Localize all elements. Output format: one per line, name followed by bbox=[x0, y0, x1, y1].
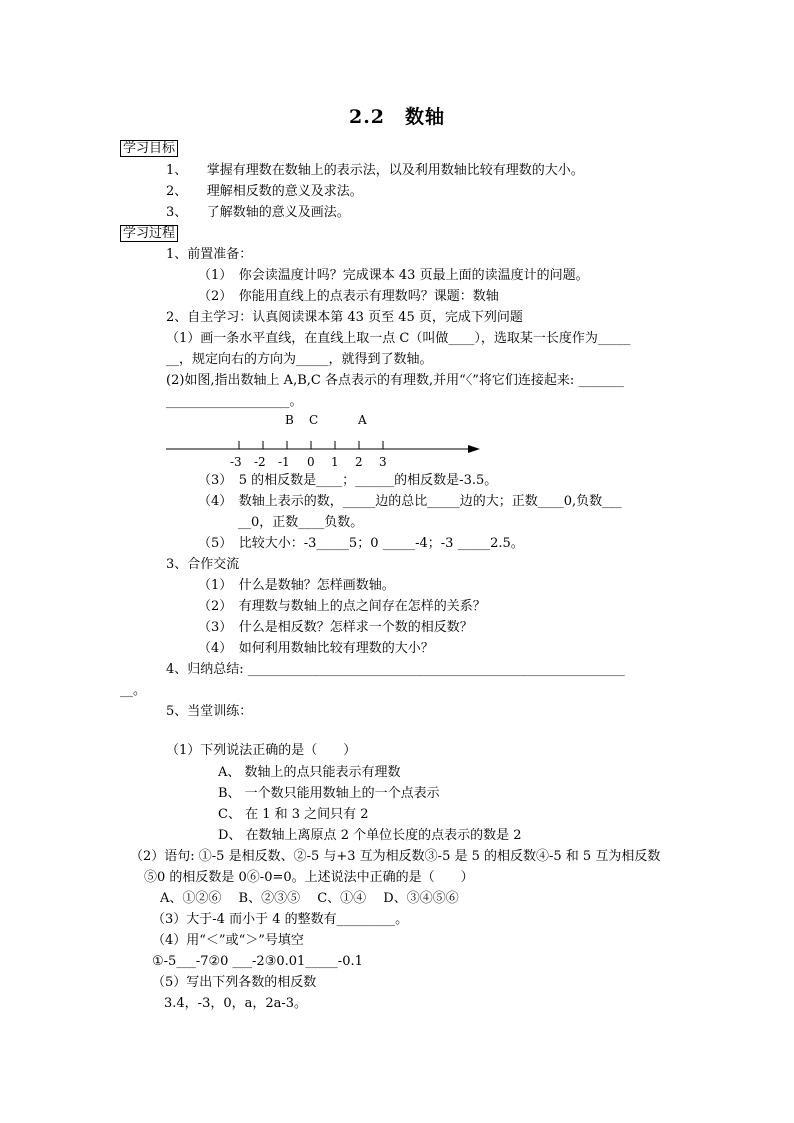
practice-q1-stem: （1）下列说法正确的是（ ） bbox=[166, 743, 357, 758]
self-study-q2-line2: ___________________。 bbox=[166, 394, 303, 409]
cooperate-item-1: （1） 什么是数轴？怎样画数轴。 bbox=[198, 578, 395, 593]
practice-q5-items: 3.4，-3，0，a，2a-3。 bbox=[164, 996, 308, 1011]
tick-label: 1 bbox=[331, 455, 339, 469]
practice-q2-line1: （2）语句: ①-5 是相反数、②-5 与+3 互为相反数③-5 是 5 的相反数④-5 和 5 互为相反数 bbox=[130, 849, 661, 864]
prep-heading: 1、前置准备： bbox=[166, 247, 253, 262]
self-study-q4-line1: （4） 数轴上表示的数，_____边的总比_____边的大；正数____0,负数___ bbox=[198, 494, 622, 509]
cooperate-heading: 3、合作交流 bbox=[166, 557, 240, 572]
goal-item-3: 3、 了解数轴的意义及画法。 bbox=[166, 205, 350, 220]
practice-q1-option-a: A、 数轴上的点只能表示有理数 bbox=[218, 765, 401, 780]
practice-q3: （3）大于-4 而小于 4 的整数有_________。 bbox=[152, 912, 409, 927]
tick-label: 0 bbox=[307, 455, 315, 469]
practice-q5: （5）写出下列各数的相反数 bbox=[152, 975, 317, 990]
process-section-label: 学习过程 bbox=[120, 225, 178, 243]
practice-q4-items: ①-5___-7②0 ___-2③0.01_____-0.1 bbox=[152, 954, 363, 969]
goal-item-1: 1、 掌握有理数在数轴上的表示法，以及利用数轴比较有理数的大小。 bbox=[166, 163, 584, 178]
self-study-q4-line2: __0，正数____负数。 bbox=[238, 515, 364, 530]
self-study-q1-line1: （1）画一条水平直线，在直线上取一点 C（叫做____），选取某一长度作为_____ bbox=[166, 331, 631, 346]
self-study-heading: 2、自主学习：认真阅读课本第 43 页至 45 页，完成下列问题 bbox=[166, 310, 523, 325]
self-study-q2-line1: (2)如图,指出数轴上 A,B,C 各点表示的有理数,并用“〈”将它们连接起来: _______ bbox=[166, 373, 624, 388]
summary-line1: 4、归纳总结: __________________________________________________________ bbox=[166, 662, 625, 677]
point-label-a: A bbox=[358, 413, 367, 427]
goal-item-2: 2、 理解相反数的意义及求法。 bbox=[166, 184, 363, 199]
summary-line2: __。 bbox=[120, 683, 147, 698]
cooperate-item-4: （4） 如何利用数轴比较有理数的大小？ bbox=[198, 641, 434, 656]
practice-q1-option-c: C、 在 1 和 3 之间只有 2 bbox=[218, 807, 369, 822]
self-study-q1-line2: __，规定向右的方向为_____，就得到了数轴。 bbox=[166, 352, 433, 367]
practice-q2-line2: ⑤0 的相反数是 0⑥-0=0。上述说法中正确的是（ ） bbox=[144, 870, 474, 885]
cooperate-item-3: （3） 什么是相反数？怎样求一个数的相反数？ bbox=[198, 620, 473, 635]
goals-section-label: 学习目标 bbox=[120, 140, 178, 158]
tick-label: -2 bbox=[254, 455, 266, 469]
tick-label: -1 bbox=[278, 455, 290, 469]
number-line-figure bbox=[166, 410, 486, 470]
number-line-arrow bbox=[468, 445, 480, 453]
practice-q1-option-b: B、 一个数只能用数轴上的一个点表示 bbox=[218, 786, 440, 801]
self-study-q3: （3） 5 的相反数是____；______的相反数是-3.5。 bbox=[198, 473, 498, 488]
tick-label: 2 bbox=[355, 455, 363, 469]
self-study-q5: （5） 比较大小：-3_____5；0 _____-4；-3 _____2.5。 bbox=[198, 536, 524, 551]
practice-q2-options: A、①②⑥ B、②③⑤ C、①④ D、③④⑤⑥ bbox=[160, 891, 459, 906]
page-title: 2.2 数轴 bbox=[348, 106, 446, 128]
cooperate-item-2: （2） 有理数与数轴上的点之间存在怎样的关系？ bbox=[198, 599, 486, 614]
tick-label: -3 bbox=[230, 455, 242, 469]
prep-item-1: （1） 你会读温度计吗？完成课本 43 页最上面的读温度计的问题。 bbox=[198, 268, 589, 283]
prep-item-2: （2） 你能用直线上的点表示有理数吗？课题：数轴 bbox=[198, 289, 499, 304]
point-label-b: B bbox=[285, 413, 294, 427]
practice-q1-option-d: D、 在数轴上离原点 2 个单位长度的点表示的数是 2 bbox=[218, 828, 522, 843]
tick-label: 3 bbox=[379, 455, 387, 469]
practice-q4: （4）用“＜”或“＞”号填空 bbox=[152, 933, 304, 948]
point-label-c: C bbox=[309, 413, 319, 427]
practice-heading: 5、当堂训练： bbox=[166, 704, 253, 719]
